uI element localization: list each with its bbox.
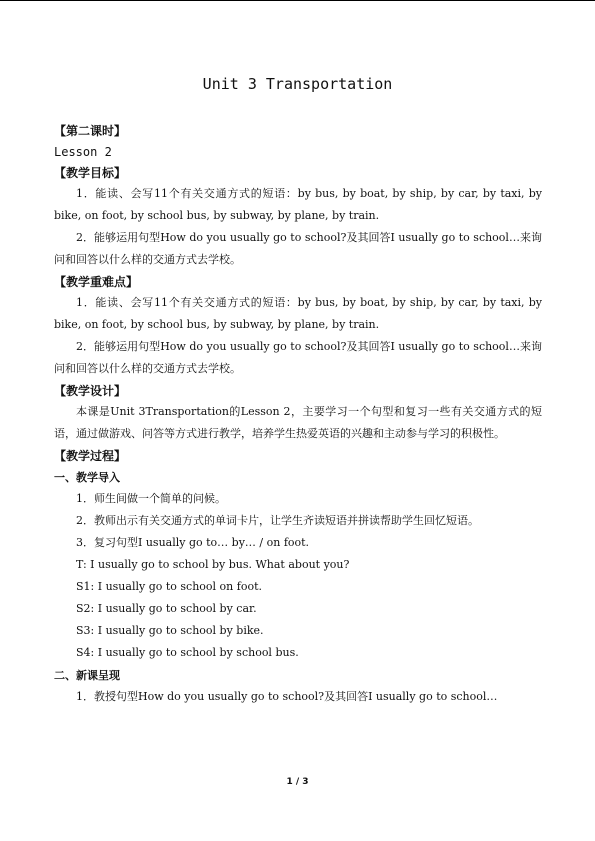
key-points-heading: 【教学重难点】 [54, 275, 139, 289]
design-paragraph: 本课是Unit 3Transportation的Lesson 2，主要学习一个句型和复习一些有关交通方式的短语，通过做游戏、问答等方式进行教学，培养学生热爱英语的兴趣和主动参与学习的积极性。 [54, 405, 542, 440]
goal-item-2: 2．能够运用句型How do you usually go to school?及其回答I usually go to school…来询问和回答以什么样的交通方式去学校。 [54, 231, 542, 266]
goal-item-1: 1．能读、会写11个有关交通方式的短语：by bus, by boat, by ship, by car, by taxi, by bike, on foot, by school bus, by subway, by plane, by train. [54, 187, 542, 222]
part1-item: 3．复习句型I usually go to… by… / on foot. [76, 536, 310, 549]
document-body [54, 120, 542, 708]
key-point-item-2: 2．能够运用句型How do you usually go to school?及其回答I usually go to school…来询问和回答以什么样的交通方式去学校。 [54, 340, 542, 375]
part2-heading: 二、新课呈现 [54, 669, 120, 682]
dialogue-line: S2: I usually go to school by car. [76, 602, 257, 615]
part1-item: 1．师生间做一个简单的问候。 [76, 492, 226, 505]
lesson-label: Lesson 2 [54, 145, 112, 159]
process-heading: 【教学过程】 [54, 449, 127, 463]
part2-item: 1．教授句型How do you usually go to school?及其回答I usually go to school… [76, 690, 498, 703]
key-point-item-1: 1．能读、会写11个有关交通方式的短语：by bus, by boat, by ship, by car, by taxi, by bike, on foot, by school bus, by subway, by plane, by train. [54, 296, 542, 331]
design-heading: 【教学设计】 [54, 384, 127, 398]
period-heading: 【第二课时】 [54, 124, 127, 138]
dialogue-line: T: I usually go to school by bus. What about you? [76, 558, 350, 571]
part1-heading: 一、教学导入 [54, 471, 120, 484]
goals-heading: 【教学目标】 [54, 166, 127, 180]
page-title: Unit 3 Transportation [202, 75, 393, 93]
dialogue-line: S3: I usually go to school by bike. [76, 624, 264, 637]
top-rule [0, 0, 595, 1]
page-number: 1 / 3 [286, 777, 309, 787]
dialogue-line: S1: I usually go to school on foot. [76, 580, 262, 593]
dialogue-line: S4: I usually go to school by school bus. [76, 646, 299, 659]
part1-item: 2．教师出示有关交通方式的单词卡片，让学生齐读短语并拼读帮助学生回忆短语。 [76, 514, 479, 527]
